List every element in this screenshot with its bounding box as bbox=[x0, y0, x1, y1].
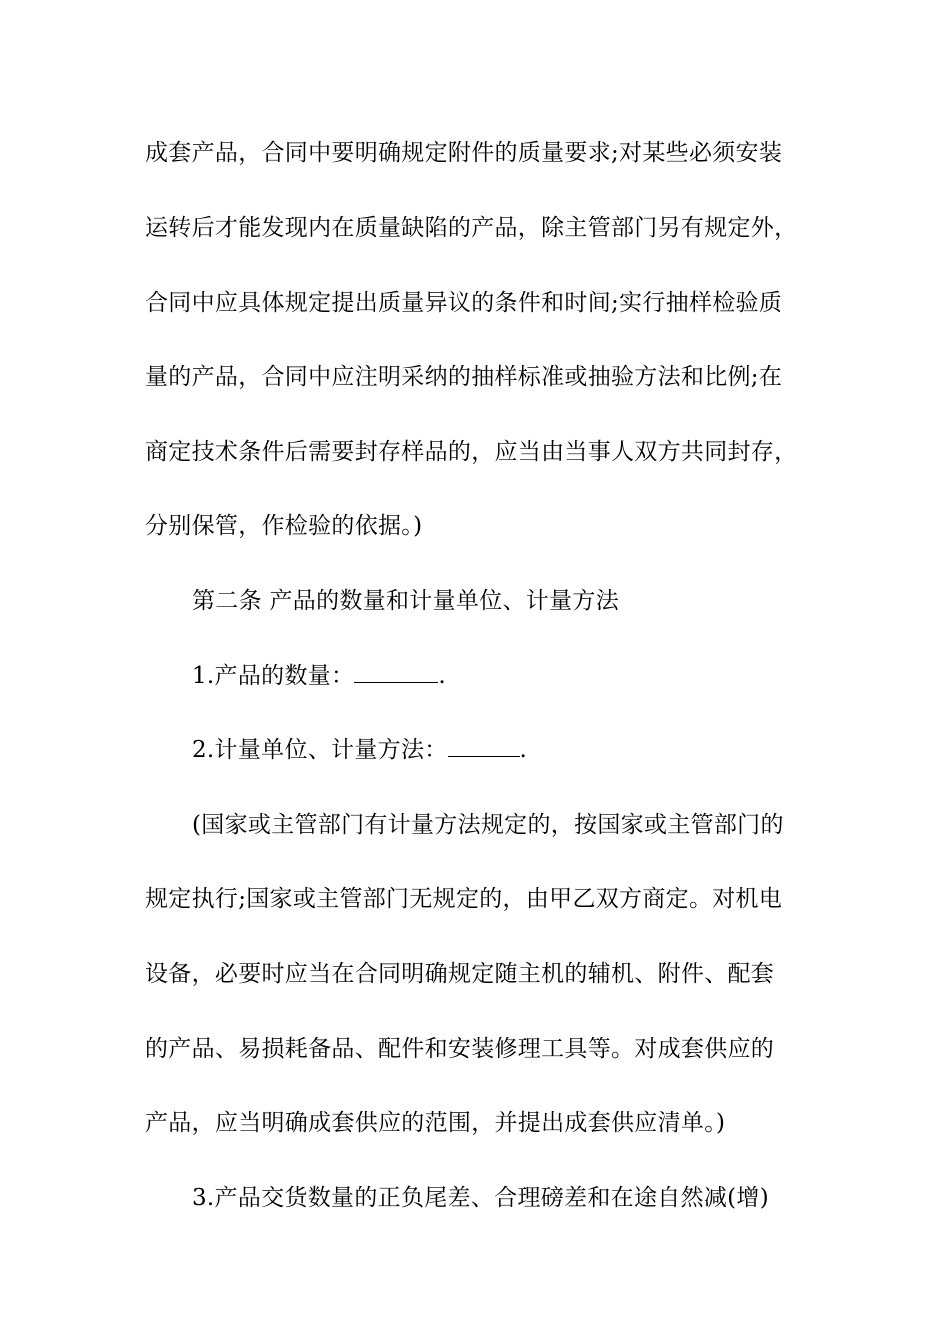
paragraph-line: 规定执行;国家或主管部门无规定的，由甲乙双方商定。对机电 bbox=[145, 886, 783, 912]
paragraph-line: 的产品、易损耗备品、配件和安装修理工具等。对成套供应的 bbox=[145, 1036, 775, 1062]
paragraph-line: (国家或主管部门有计量方法规定的，按国家或主管部门的 bbox=[192, 812, 784, 838]
quantity-label: 1.产品的数量： bbox=[192, 663, 355, 689]
section-heading: 第二条 产品的数量和计量单位、计量方法 bbox=[192, 588, 620, 614]
paragraph-line: 分别保管，作检验的依据。) bbox=[145, 513, 423, 539]
paragraph-line: 合同中应具体规定提出质量异议的条件和时间;实行抽样检验质 bbox=[145, 290, 783, 316]
unit-method-period: . bbox=[519, 737, 528, 763]
paragraph-line: 运转后才能发现内在质量缺陷的产品，除主管部门另有规定外， bbox=[145, 215, 798, 241]
unit-method-label: 2.计量单位、计量方法： bbox=[192, 737, 448, 763]
paragraph-line: 商定技术条件后需要封存样品的，应当由当事人双方共同封存， bbox=[145, 439, 798, 465]
paragraph-line: 量的产品，合同中应注明采纳的抽样标准或抽验方法和比例;在 bbox=[145, 364, 783, 390]
paragraph-line: 成套产品，合同中要明确规定附件的质量要求;对某些必须安装 bbox=[145, 140, 783, 166]
unit-method-blank bbox=[448, 736, 520, 757]
quantity-blank bbox=[354, 662, 438, 683]
unit-method-item bbox=[192, 735, 527, 765]
paragraph-line: 设备，必要时应当在合同明确规定随主机的辅机、附件、配套 bbox=[145, 961, 775, 987]
paragraph-line: 产品，应当明确成套供应的范围，并提出成套供应清单。) bbox=[145, 1110, 726, 1136]
quantity-period: . bbox=[438, 663, 446, 689]
paragraph-line: 3.产品交货数量的正负尾差、合理磅差和在途自然减(增) bbox=[192, 1185, 769, 1211]
quantity-item bbox=[192, 661, 446, 691]
